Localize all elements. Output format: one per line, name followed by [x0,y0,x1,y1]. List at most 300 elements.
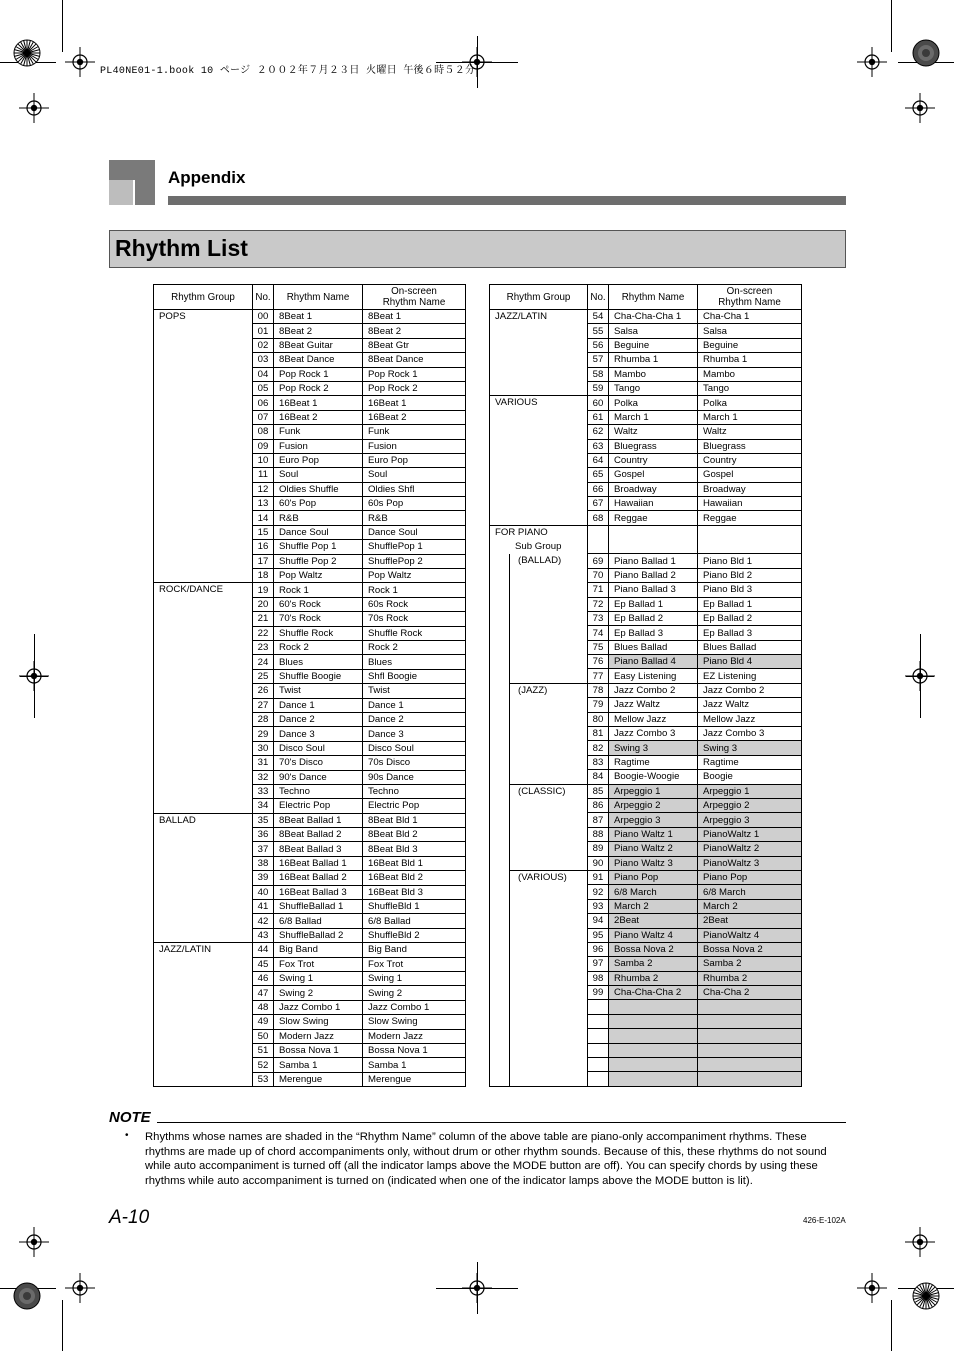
onscreen-name: Jazz Combo 1 [363,1000,466,1014]
col-header-no: No. [253,285,274,310]
crop-line [62,0,63,52]
registration-mark-icon [905,93,935,123]
rhythm-name: Piano Ballad 1 [609,554,698,568]
rhythm-number: 29 [253,727,274,741]
registration-mark-icon [65,1273,95,1303]
col-header-onscreen-line1: On-screen [726,286,773,297]
rhythm-name: Dance 3 [274,727,363,741]
rhythm-number: 89 [588,842,609,856]
onscreen-name-empty [698,1043,802,1057]
rhythm-number: 05 [253,381,274,395]
rhythm-name: 16Beat Ballad 3 [274,885,363,899]
onscreen-name-empty [698,525,802,554]
rhythm-number: 08 [253,425,274,439]
rhythm-name: Modern Jazz [274,1029,363,1043]
crop-line [891,0,892,52]
col-header-name: Rhythm Name [274,285,363,310]
onscreen-name: 8Beat 2 [363,324,466,338]
rhythm-name: 8Beat Ballad 1 [274,813,363,827]
rhythm-number: 97 [588,957,609,971]
rhythm-name: Piano Waltz 3 [609,856,698,870]
rhythm-name: March 2 [609,899,698,913]
rhythm-number: 92 [588,885,609,899]
rhythm-name: 16Beat 1 [274,396,363,410]
rhythm-number: 04 [253,367,274,381]
rhythm-group-cell: BALLAD [154,813,253,943]
rhythm-number: 33 [253,784,274,798]
rhythm-number: 11 [253,468,274,482]
rhythm-number: 91 [588,870,609,884]
registration-mark-icon [65,47,95,77]
onscreen-name: 16Beat Bld 3 [363,885,466,899]
color-target-icon [912,1282,940,1310]
rhythm-name: 8Beat 1 [274,310,363,324]
rhythm-name: 70's Rock [274,612,363,626]
rhythm-name: Shuffle Pop 2 [274,554,363,568]
rhythm-number: 58 [588,367,609,381]
onscreen-name: Arpeggio 2 [698,799,802,813]
rhythm-number: 61 [588,410,609,424]
rhythm-number: 55 [588,324,609,338]
note-rule [157,1122,846,1123]
rhythm-number: 66 [588,482,609,496]
col-header-onscreen-line2: Rhythm Name [382,297,446,308]
rhythm-number: 54 [588,310,609,324]
rhythm-number: 48 [253,1000,274,1014]
rhythm-number: 23 [253,640,274,654]
rhythm-name-empty [609,1000,698,1014]
rhythm-number: 16 [253,540,274,554]
rhythm-number: 94 [588,914,609,928]
rhythm-name-empty [609,1029,698,1043]
onscreen-name: 16Beat 2 [363,410,466,424]
rhythm-number: 12 [253,482,274,496]
rhythm-name: Cha-Cha-Cha 2 [609,986,698,1000]
onscreen-name: Samba 1 [363,1058,466,1072]
onscreen-name: 70s Disco [363,756,466,770]
col-header-onscreen-line1: On-screen [391,286,437,297]
onscreen-name: 70s Rock [363,612,466,626]
onscreen-name: 60s Rock [363,597,466,611]
registration-mark-icon [19,93,49,123]
onscreen-name: Shfl Boogie [363,669,466,683]
crop-line [477,1262,478,1314]
table-row [490,310,802,324]
rhythm-name: Electric Pop [274,799,363,813]
onscreen-name: Cha-Cha 2 [698,986,802,1000]
rhythm-name: Fusion [274,439,363,453]
rhythm-number: 13 [253,497,274,511]
rhythm-name: Piano Waltz 1 [609,827,698,841]
onscreen-name: PianoWaltz 3 [698,856,802,870]
rhythm-name: Euro Pop [274,453,363,467]
onscreen-name: 16Beat Bld 2 [363,871,466,885]
rhythm-group-cell: JAZZ/LATIN [154,943,253,1087]
rhythm-name: Samba 1 [274,1058,363,1072]
rhythm-number: 79 [588,698,609,712]
onscreen-name: Piano Bld 1 [698,554,802,568]
rhythm-name: 8Beat Ballad 2 [274,828,363,842]
onscreen-name: Rhumba 1 [698,353,802,367]
rhythm-number: 74 [588,626,609,640]
onscreen-name: Reggae [698,511,802,525]
rhythm-name: 6/8 March [609,885,698,899]
rhythm-number-empty [588,525,609,554]
onscreen-name: Boogie [698,770,802,784]
rhythm-name: Piano Ballad 4 [609,655,698,669]
onscreen-name: EZ Listening [698,669,802,683]
onscreen-name: Fusion [363,439,466,453]
rhythm-number: 56 [588,338,609,352]
onscreen-name: 8Beat Bld 3 [363,842,466,856]
onscreen-name-empty [698,1014,802,1028]
rhythm-name: Disco Soul [274,741,363,755]
rhythm-name: Piano Ballad 3 [609,583,698,597]
rhythm-number-empty [588,1058,609,1072]
rhythm-name: Blues [274,655,363,669]
rhythm-number: 64 [588,453,609,467]
rhythm-number: 34 [253,799,274,813]
rhythm-name-empty [609,1043,698,1057]
rhythm-number: 75 [588,640,609,654]
rhythm-number: 27 [253,698,274,712]
onscreen-name: Ep Ballad 2 [698,611,802,625]
rhythm-name: Salsa [609,324,698,338]
onscreen-name-empty [698,1000,802,1014]
rhythm-number: 31 [253,756,274,770]
registration-mark-icon [857,47,887,77]
col-header-no: No. [588,285,609,310]
rhythm-name: Piano Waltz 2 [609,842,698,856]
onscreen-name: Salsa [698,324,802,338]
rhythm-name: Pop Rock 2 [274,381,363,395]
rhythm-group-cell: ROCK/DANCE [154,583,253,813]
rhythm-name: 60's Pop [274,497,363,511]
rhythm-group-cell [490,525,588,554]
rhythm-name: Dance Soul [274,525,363,539]
rhythm-number: 20 [253,597,274,611]
table-row [154,813,466,827]
onscreen-name: Soul [363,468,466,482]
onscreen-name: Ep Ballad 1 [698,597,802,611]
rhythm-name: 70's Disco [274,756,363,770]
onscreen-name: Rhumba 2 [698,971,802,985]
rhythm-group-cell: VARIOUS [490,396,588,526]
table-row [154,583,466,597]
note-bullet: • [125,1130,129,1141]
onscreen-name: 2Beat [698,914,802,928]
rhythm-name: ShuffleBallad 1 [274,900,363,914]
rhythm-name: Country [609,453,698,467]
onscreen-name: Country [698,453,802,467]
rhythm-group-cell: JAZZ/LATIN [490,310,588,396]
onscreen-name: ShufflePop 2 [363,554,466,568]
onscreen-name-empty [698,1058,802,1072]
rhythm-number: 52 [253,1058,274,1072]
rhythm-number: 50 [253,1029,274,1043]
rhythm-number: 36 [253,828,274,842]
rhythm-name: Rock 1 [274,583,363,597]
rhythm-number-empty [588,1029,609,1043]
col-header-group: Rhythm Group [154,285,253,310]
color-target-icon [13,39,41,67]
onscreen-name: 6/8 Ballad [363,914,466,928]
col-header-name: Rhythm Name [609,285,698,310]
onscreen-name: Funk [363,425,466,439]
rhythm-name: 8Beat 2 [274,324,363,338]
onscreen-name: Piano Pop [698,870,802,884]
onscreen-name: Bossa Nova 2 [698,942,802,956]
rhythm-number: 01 [253,324,274,338]
rhythm-name: Shuffle Rock [274,626,363,640]
rhythm-name: Oldies Shuffle [274,482,363,496]
rhythm-number: 71 [588,583,609,597]
onscreen-name: Cha-Cha 1 [698,310,802,324]
rhythm-number: 98 [588,971,609,985]
onscreen-name: Piano Bld 3 [698,583,802,597]
table-row [490,683,802,697]
onscreen-name: Modern Jazz [363,1029,466,1043]
rhythm-number: 22 [253,626,274,640]
onscreen-name: Dance Soul [363,525,466,539]
section-bar [168,196,846,205]
onscreen-name: Mellow Jazz [698,712,802,726]
onscreen-name: Jazz Waltz [698,698,802,712]
onscreen-name: Jazz Combo 3 [698,727,802,741]
rhythm-number: 32 [253,770,274,784]
col-header-onscreen [698,285,802,310]
table-row [154,943,466,957]
rhythm-name: Big Band [274,943,363,957]
onscreen-name: Swing 2 [363,986,466,1000]
rhythm-name: Broadway [609,482,698,496]
rhythm-name: Techno [274,784,363,798]
onscreen-name: Piano Bld 4 [698,655,802,669]
page-number: A-10 [109,1207,150,1228]
rhythm-number: 67 [588,497,609,511]
table-row [490,870,802,884]
rhythm-number: 38 [253,856,274,870]
onscreen-name: Fox Trot [363,957,466,971]
rhythm-name: March 1 [609,410,698,424]
onscreen-name: Techno [363,784,466,798]
rhythm-name: 16Beat Ballad 1 [274,856,363,870]
rhythm-number: 84 [588,770,609,784]
rhythm-number: 03 [253,353,274,367]
table-row [490,525,802,554]
rhythm-name: Piano Waltz 4 [609,928,698,942]
onscreen-name: Euro Pop [363,453,466,467]
onscreen-name: PianoWaltz 4 [698,928,802,942]
onscreen-name: Dance 2 [363,712,466,726]
rhythm-number: 46 [253,971,274,985]
rhythm-number: 96 [588,942,609,956]
table-row [490,396,802,410]
onscreen-name: Piano Bld 2 [698,568,802,582]
rhythm-number: 10 [253,453,274,467]
table-row [154,310,466,324]
piano-subgroup-cell: (BALLAD) [510,554,588,684]
rhythm-name: Soul [274,468,363,482]
piano-subgroup-label: Sub Group [515,541,562,553]
note-label: NOTE [109,1109,151,1126]
rhythm-name: 90's Dance [274,770,363,784]
onscreen-name: 16Beat Bld 1 [363,856,466,870]
rhythm-number: 57 [588,353,609,367]
rhythm-name: Bossa Nova 2 [609,942,698,956]
rhythm-number: 30 [253,741,274,755]
rhythm-group-cell: POPS [154,310,253,583]
rhythm-name: 16Beat 2 [274,410,363,424]
rhythm-name: 6/8 Ballad [274,914,363,928]
onscreen-name: Arpeggio 3 [698,813,802,827]
rhythm-number: 25 [253,669,274,683]
registration-mark-icon [19,1227,49,1257]
rhythm-number: 06 [253,396,274,410]
rhythm-name: Ep Ballad 2 [609,611,698,625]
onscreen-name: Rock 1 [363,583,466,597]
rhythm-number: 07 [253,410,274,424]
rhythm-name: Arpeggio 2 [609,799,698,813]
rhythm-name: 8Beat Guitar [274,338,363,352]
onscreen-name: Ep Ballad 3 [698,626,802,640]
rhythm-number: 45 [253,957,274,971]
rhythm-number: 42 [253,914,274,928]
rhythm-name: Swing 1 [274,971,363,985]
rhythm-number: 63 [588,439,609,453]
rhythm-table-left [153,284,466,1087]
rhythm-name: Gospel [609,468,698,482]
onscreen-name: Gospel [698,468,802,482]
rhythm-number: 17 [253,554,274,568]
rhythm-name: Hawaiian [609,497,698,511]
rhythm-number: 53 [253,1072,274,1086]
rhythm-number: 26 [253,684,274,698]
onscreen-name: 6/8 March [698,885,802,899]
note-text: Rhythms whose names are shaded in the “Rhythm Name” column of the above table are piano-only accompaniment rhythms. These rhythms are made up of chord accompaniments only, without drum or other rhythm sounds. Because of this, these rhythms do not sound while auto accompaniment is turned off (all the indicator lamps above the MODE button are off). You can specify chords by using these rhythms while auto accompaniment is turned on (indicated when one of the indicator lamps above the MODE button is lit). [145,1131,827,1187]
col-header-group: Rhythm Group [490,285,588,310]
rhythm-name-empty [609,1014,698,1028]
rhythm-number: 18 [253,569,274,583]
onscreen-name: ShuffleBld 2 [363,928,466,942]
onscreen-name: R&B [363,511,466,525]
color-target-icon [912,39,940,67]
rhythm-name: Pop Rock 1 [274,367,363,381]
rhythm-name: ShuffleBallad 2 [274,928,363,942]
rhythm-number: 40 [253,885,274,899]
onscreen-name: ShufflePop 1 [363,540,466,554]
onscreen-name: Blues [363,655,466,669]
rhythm-name: Swing 2 [274,986,363,1000]
rhythm-number: 69 [588,554,609,568]
crop-line [920,634,921,718]
rhythm-name: Bluegrass [609,439,698,453]
onscreen-name: Bossa Nova 1 [363,1043,466,1057]
piano-indent-cell [490,554,510,1086]
onscreen-name: Arpeggio 1 [698,784,802,798]
rhythm-name: Merengue [274,1072,363,1086]
rhythm-number: 70 [588,568,609,582]
rhythm-table-right [489,284,802,1087]
onscreen-name: Merengue [363,1072,466,1086]
rhythm-name: 16Beat Ballad 2 [274,871,363,885]
rhythm-number: 41 [253,900,274,914]
section-mark-light [109,180,133,205]
rhythm-name: Cha-Cha-Cha 1 [609,310,698,324]
onscreen-name: PianoWaltz 1 [698,827,802,841]
onscreen-name: Oldies Shfl [363,482,466,496]
rhythm-name: Ep Ballad 1 [609,597,698,611]
rhythm-name: Dance 1 [274,698,363,712]
rhythm-name: 8Beat Dance [274,353,363,367]
piano-subgroup-empty [510,1000,588,1086]
rhythm-name: Shuffle Pop 1 [274,540,363,554]
onscreen-name: Twist [363,684,466,698]
onscreen-name: March 1 [698,410,802,424]
onscreen-name-empty [698,1072,802,1086]
rhythm-number: 81 [588,727,609,741]
rhythm-name: Arpeggio 3 [609,813,698,827]
rhythm-number: 80 [588,712,609,726]
onscreen-name: Big Band [363,943,466,957]
onscreen-name: Pop Rock 1 [363,367,466,381]
onscreen-name: 8Beat Dance [363,353,466,367]
onscreen-name: Hawaiian [698,497,802,511]
rhythm-name: Fox Trot [274,957,363,971]
rhythm-number: 99 [588,986,609,1000]
rhythm-number: 95 [588,928,609,942]
rhythm-name: Twist [274,684,363,698]
rhythm-number: 73 [588,611,609,625]
rhythm-name-empty [609,1072,698,1086]
rhythm-name-empty [609,525,698,554]
onscreen-name: Slow Swing [363,1015,466,1029]
onscreen-name: PianoWaltz 2 [698,842,802,856]
rhythm-number: 83 [588,755,609,769]
rhythm-number: 77 [588,669,609,683]
rhythm-name: Mellow Jazz [609,712,698,726]
onscreen-name: Swing 1 [363,971,466,985]
onscreen-name: Bluegrass [698,439,802,453]
rhythm-name: 60's Rock [274,597,363,611]
registration-mark-icon [857,1273,887,1303]
onscreen-name: Waltz [698,425,802,439]
rhythm-number: 76 [588,655,609,669]
rhythm-name: R&B [274,511,363,525]
table-row [490,554,802,568]
onscreen-name: Shuffle Rock [363,626,466,640]
book-info-line: PL40NE01-1.book 10 ページ ２００２年７月２３日 火曜日 午後６時５２分 [100,66,476,77]
onscreen-name: Ragtime [698,755,802,769]
onscreen-name: Rock 2 [363,640,466,654]
page-title: Rhythm List [115,235,248,261]
rhythm-number: 21 [253,612,274,626]
rhythm-name: Arpeggio 1 [609,784,698,798]
piano-group-name: FOR PIANO [495,526,548,538]
onscreen-name: Broadway [698,482,802,496]
rhythm-number: 86 [588,799,609,813]
onscreen-name: Blues Ballad [698,640,802,654]
rhythm-name: Easy Listening [609,669,698,683]
rhythm-name: Pop Waltz [274,569,363,583]
color-target-icon [13,1282,41,1310]
rhythm-number: 00 [253,310,274,324]
onscreen-name: Jazz Combo 2 [698,683,802,697]
rhythm-number: 19 [253,583,274,597]
rhythm-name: Rhumba 1 [609,353,698,367]
rhythm-number: 14 [253,511,274,525]
rhythm-number: 43 [253,928,274,942]
